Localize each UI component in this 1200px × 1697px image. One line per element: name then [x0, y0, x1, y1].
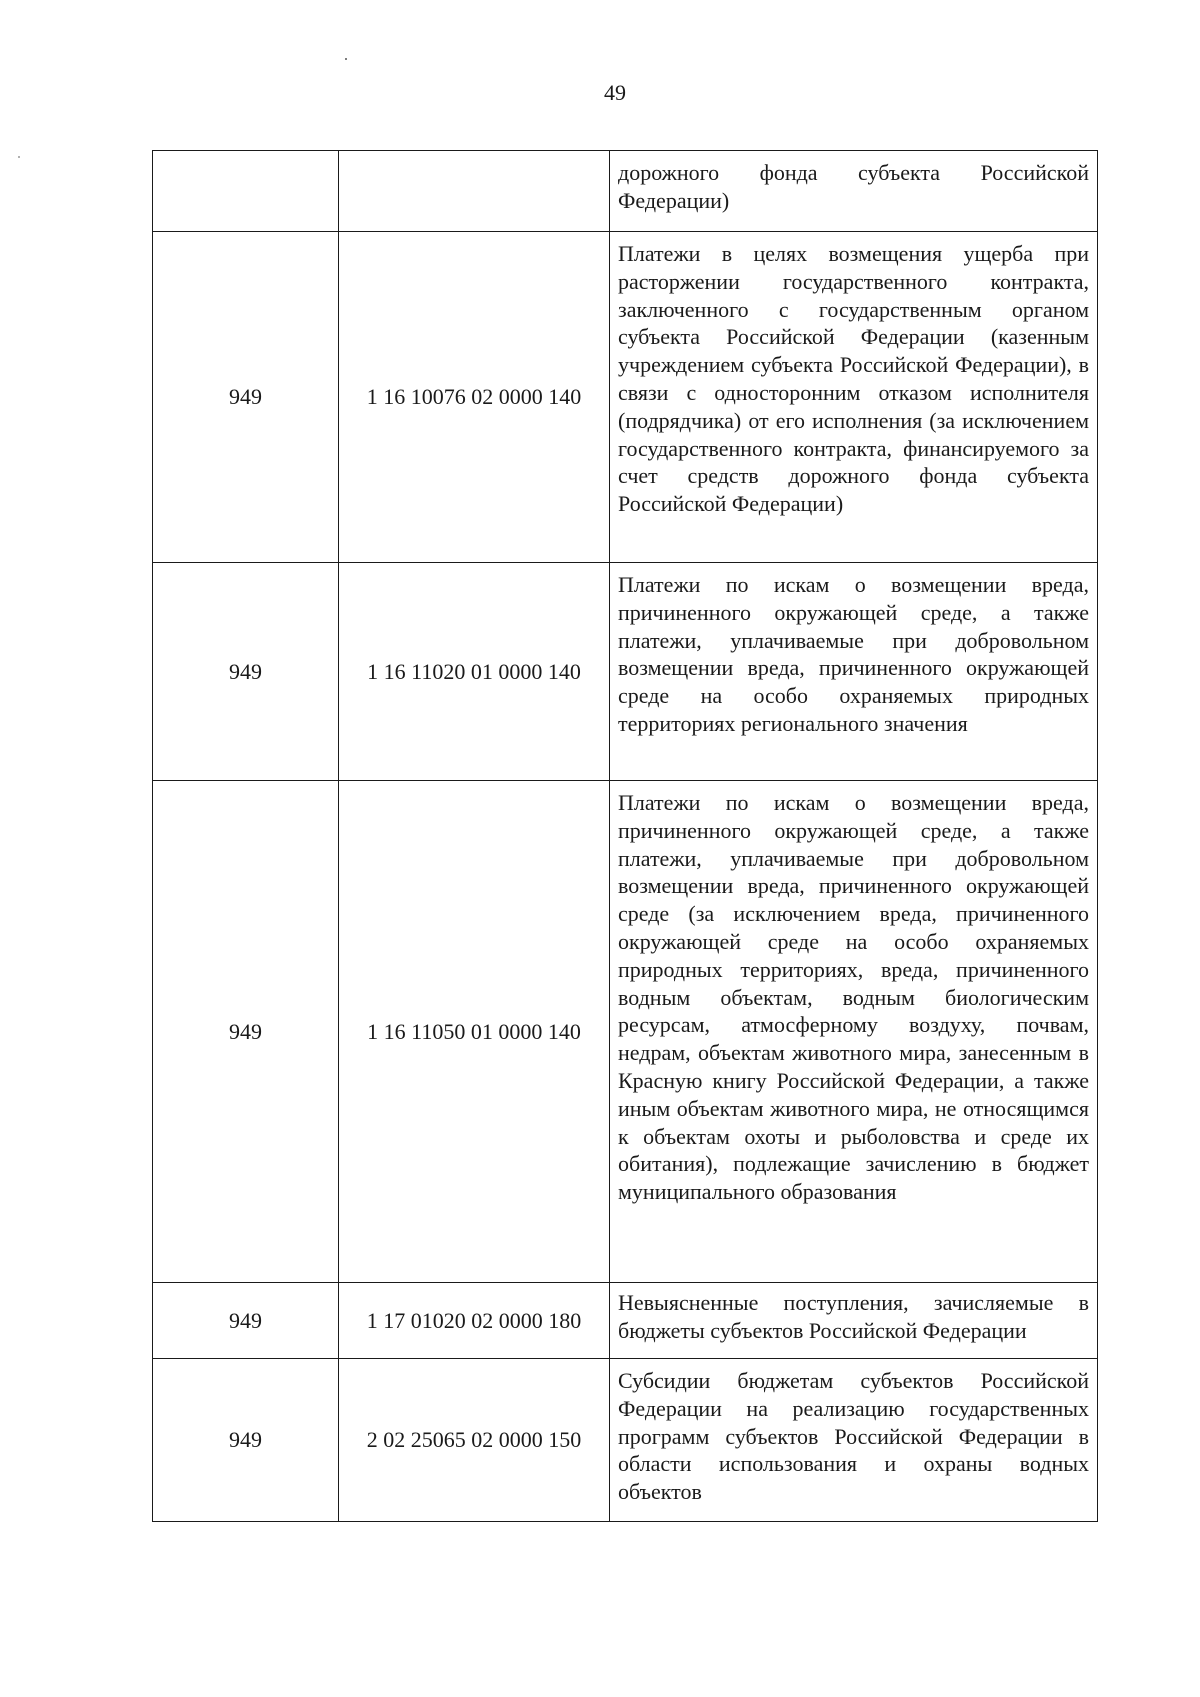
admin-code-cell: 949 — [153, 563, 339, 781]
kbk-code-cell: 1 16 11020 01 0000 140 — [339, 563, 610, 781]
admin-code-cell: 949 — [153, 781, 339, 1283]
admin-code-cell: 949 — [153, 232, 339, 563]
table-row — [153, 232, 1098, 563]
kbk-code-cell: 1 16 11050 01 0000 140 — [339, 781, 610, 1283]
kbk-code-cell: 1 17 01020 02 0000 180 — [339, 1283, 610, 1359]
table-row — [153, 1283, 1098, 1359]
table-row — [153, 781, 1098, 1283]
admin-code-cell: 949 — [153, 1283, 339, 1359]
kbk-code-cell — [339, 151, 610, 232]
admin-code-cell: 949 — [153, 1359, 339, 1522]
table-row — [153, 1359, 1098, 1522]
kbk-code-cell: 2 02 25065 02 0000 150 — [339, 1359, 610, 1522]
revenue-name-cell: Платежи в целях возмещения ущерба при расторжении государственного контракта, заключенного с государственным органом субъекта Российской Федерации (казенным учреждением субъекта Российской Федерации), в связи с односторонним отказом исполнителя (подрядчика) от его исполнения (за исключением государственного контракта, финансируемого за счет средств дорожного фонда субъекта Российской Федерации) — [610, 232, 1098, 563]
revenue-codes-table — [152, 150, 1098, 1522]
revenue-name-cell: дорожного фонда субъекта Российской Федерации) — [610, 151, 1098, 232]
table-row — [153, 151, 1098, 232]
table-row — [153, 563, 1098, 781]
revenue-name-cell: Субсидии бюджетам субъектов Российской Федерации на реализацию государственных программ субъектов Российской Федерации в области использования и охраны водных объектов — [610, 1359, 1098, 1522]
admin-code-cell — [153, 151, 339, 232]
kbk-code-cell: 1 16 10076 02 0000 140 — [339, 232, 610, 563]
page-number: 49 — [604, 80, 626, 105]
revenue-name-cell: Платежи по искам о возмещении вреда, причиненного окружающей среде, а также платежи, уплачиваемые при добровольном возмещении вреда, причиненного окружающей среде (за исключением вреда, причиненного окружающей среде на особо охраняемых природных территориях, вреда, причиненного водным объектам, водным биологическим ресурсам, атмосферному воздуху, почвам, недрам, объектам животного мира, занесенным в Красную книгу Российской Федерации, а также иным объектам животного мира, не относящимся к объектам охоты и рыболовства и среде их обитания), подлежащие зачислению в бюджет муниципального образования — [610, 781, 1098, 1283]
scan-speck — [345, 58, 347, 60]
revenue-name-cell: Невыясненные поступления, зачисляемые в бюджеты субъектов Российской Федерации — [610, 1283, 1098, 1359]
revenue-name-cell: Платежи по искам о возмещении вреда, причиненного окружающей среде, а также платежи, уплачиваемые при добровольном возмещении вреда, причиненного окружающей среде на особо охраняемых природных территориях регионального значения — [610, 563, 1098, 781]
scan-speck — [18, 156, 20, 158]
